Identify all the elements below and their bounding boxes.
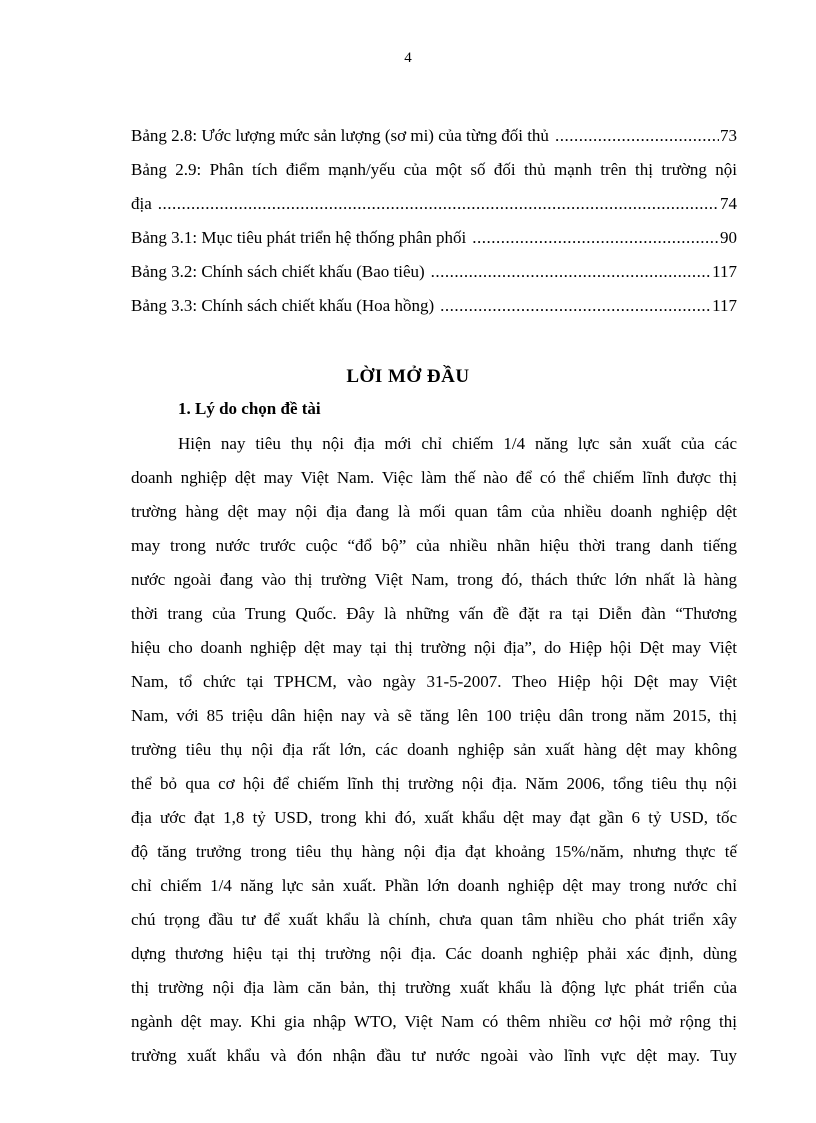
toc-entry-label-line1: Bảng 2.9: Phân tích điểm mạnh/yếu của một số đối thủ mạnh trên thị trường nội xyxy=(131,160,737,179)
paragraph-line: trường hàng dệt may nội địa đang là mối quan tâm của nhiều doanh nghiệp dệt xyxy=(131,502,737,521)
paragraph-line: thời trang của Trung Quốc. Đây là những vấn đề đặt ra tại Diễn đàn “Thương xyxy=(131,604,737,623)
page-number: 4 xyxy=(404,50,412,66)
paragraph-line: Hiện nay tiêu thụ nội địa mới chỉ chiếm 1/4 năng lực sản xuất của các xyxy=(178,434,737,453)
toc-entry-page: 73 xyxy=(720,126,737,145)
paragraph-line: doanh nghiệp dệt may Việt Nam. Việc làm thế nào để có thể chiếm lĩnh được thị xyxy=(131,468,737,487)
paragraph-line: hiệu cho doanh nghiệp dệt may tại thị trường nội địa”, do Hiệp hội Dệt may Việt xyxy=(131,638,737,657)
paragraph-line: địa ước đạt 1,8 tỷ USD, trong khi đó, xuất khẩu dệt may đạt gần 6 tỷ USD, tốc xyxy=(131,808,737,827)
body-paragraph xyxy=(131,427,737,1073)
toc-entry xyxy=(131,187,737,221)
section-heading: LỜI MỞ ĐẦU xyxy=(346,366,470,387)
toc-entry xyxy=(131,255,737,289)
paragraph-line: dựng thương hiệu tại thị trường nội địa. Các doanh nghiệp phải xác định, dùng xyxy=(131,944,737,963)
toc-entry-label: Bảng 3.2: Chính sách chiết khấu (Bao tiêu) xyxy=(131,262,425,281)
paragraph-line: may trong nước trước cuộc “đổ bộ” của nhiều nhãn hiệu thời trang danh tiếng xyxy=(131,536,737,555)
toc-entry xyxy=(131,289,737,323)
paragraph-line: chú trọng đầu tư để xuất khẩu là chính, chưa quan tâm nhiều cho phát triển xây xyxy=(131,910,737,929)
toc-entry-label: địa xyxy=(131,194,152,213)
toc-entry-page: 74 xyxy=(720,194,737,213)
toc-entry-page: 117 xyxy=(712,296,737,315)
toc-entry-label: Bảng 3.3: Chính sách chiết khấu (Hoa hồng) xyxy=(131,296,435,315)
toc-leader-dots xyxy=(431,255,711,289)
paragraph-line: Nam, tổ chức tại TPHCM, vào ngày 31-5-2007. Theo Hiệp hội Dệt may Việt xyxy=(131,672,737,691)
table-of-tables xyxy=(131,119,737,323)
subsection-title: 1. Lý do chọn đề tài xyxy=(178,399,321,418)
toc-leader-dots xyxy=(440,289,711,323)
toc-entry-page: 117 xyxy=(712,262,737,281)
paragraph-line: trường tiêu thụ nội địa rất lớn, các doanh nghiệp sản xuất hàng dệt may không xyxy=(131,740,737,759)
paragraph-line: nước ngoài đang vào thị trường Việt Nam, trong đó, thách thức lớn nhất là hàng xyxy=(131,570,737,589)
paragraph-line: chỉ chiếm 1/4 năng lực sản xuất. Phần lớn doanh nghiệp dệt may trong nước chỉ xyxy=(131,876,737,895)
paragraph-line: Nam, với 85 triệu dân hiện nay và sẽ tăng lên 100 triệu dân trong năm 2015, thị xyxy=(131,706,737,725)
toc-leader-dots xyxy=(158,187,719,221)
toc-leader-dots xyxy=(555,119,719,153)
paragraph-line: độ tăng trưởng trong tiêu thụ hàng nội địa đạt khoảng 15%/năm, nhưng thực tế xyxy=(131,842,737,861)
paragraph-line: trường xuất khẩu và đón nhận đầu tư nước ngoài vào lĩnh vực dệt may. Tuy xyxy=(131,1046,737,1065)
paragraph-line: ngành dệt may. Khi gia nhập WTO, Việt Nam có thêm nhiều cơ hội mở rộng thị xyxy=(131,1012,737,1031)
toc-entry-label: Bảng 3.1: Mục tiêu phát triển hệ thống phân phối xyxy=(131,228,467,247)
toc-entry-label: Bảng 2.8: Ước lượng mức sản lượng (sơ mi) của từng đối thủ xyxy=(131,126,549,145)
paragraph-line: thể bỏ qua cơ hội để chiếm lĩnh thị trường nội địa. Năm 2006, tổng tiêu thụ nội xyxy=(131,774,737,793)
toc-leader-dots xyxy=(472,221,719,255)
toc-entry xyxy=(131,119,737,153)
paragraph-line: thị trường nội địa làm căn bản, thị trường xuất khẩu là động lực phát triển của xyxy=(131,978,737,997)
toc-entry-page: 90 xyxy=(720,228,737,247)
toc-entry xyxy=(131,221,737,255)
